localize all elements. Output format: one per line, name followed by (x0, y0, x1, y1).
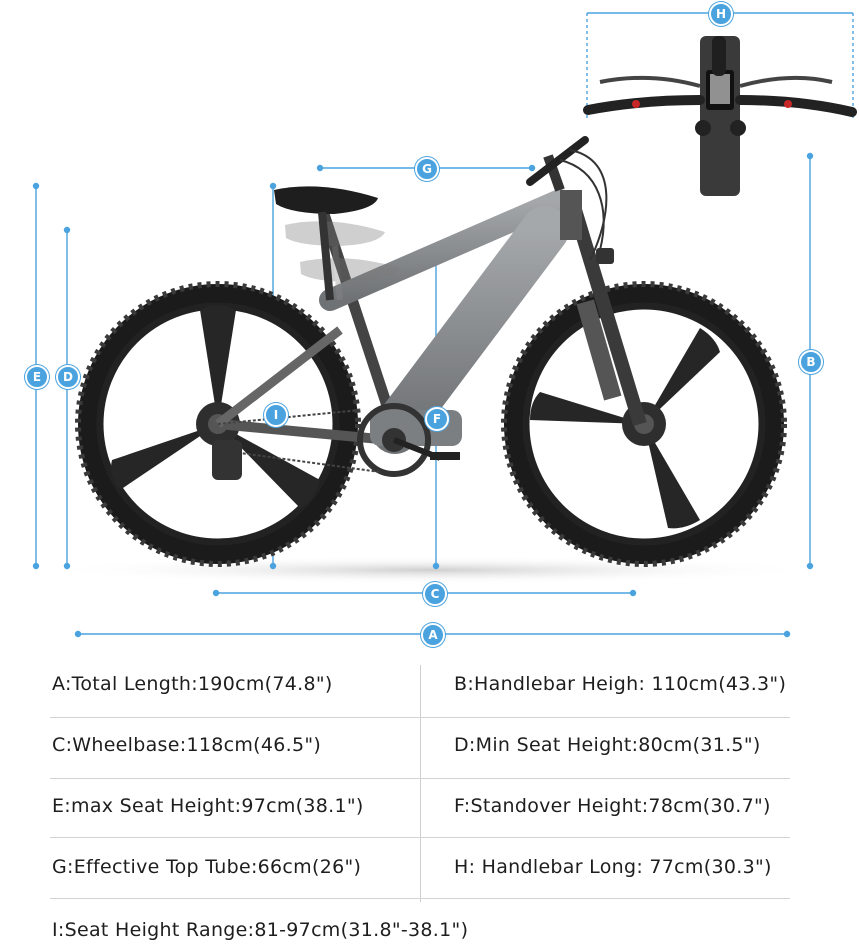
marker-a: A (421, 623, 445, 647)
spec-handlebar-height: B:Handlebar Heigh: 110cm(43.3") (454, 673, 787, 695)
marker-e: E (25, 365, 49, 389)
handlebar-inset (588, 36, 852, 196)
spec-seat-height-range: I:Seat Height Range:81-97cm(31.8"-38.1") (52, 919, 469, 941)
spec-handlebar-long: H: Handlebar Long: 77cm(30.3") (454, 856, 772, 878)
marker-d: D (56, 365, 80, 389)
marker-f: F (425, 407, 449, 431)
spec-table (0, 655, 860, 949)
marker-h: H (709, 2, 733, 26)
marker-i: I (264, 403, 288, 427)
marker-c: C (423, 582, 447, 606)
spec-wheelbase: C:Wheelbase:118cm(46.5") (52, 734, 322, 756)
marker-g: G (415, 157, 439, 181)
spec-effective-top-tube: G:Effective Top Tube:66cm(26") (52, 856, 362, 878)
spec-min-seat-height: D:Min Seat Height:80cm(31.5") (454, 734, 761, 756)
spec-max-seat-height: E:max Seat Height:97cm(38.1") (52, 795, 364, 817)
spec-standover-height: F:Standover Height:78cm(30.7") (454, 795, 771, 817)
floor-shadow (40, 556, 820, 584)
marker-b: B (799, 350, 823, 374)
front-wheel (504, 284, 784, 564)
spec-total-length: A:Total Length:190cm(74.8") (52, 673, 333, 695)
